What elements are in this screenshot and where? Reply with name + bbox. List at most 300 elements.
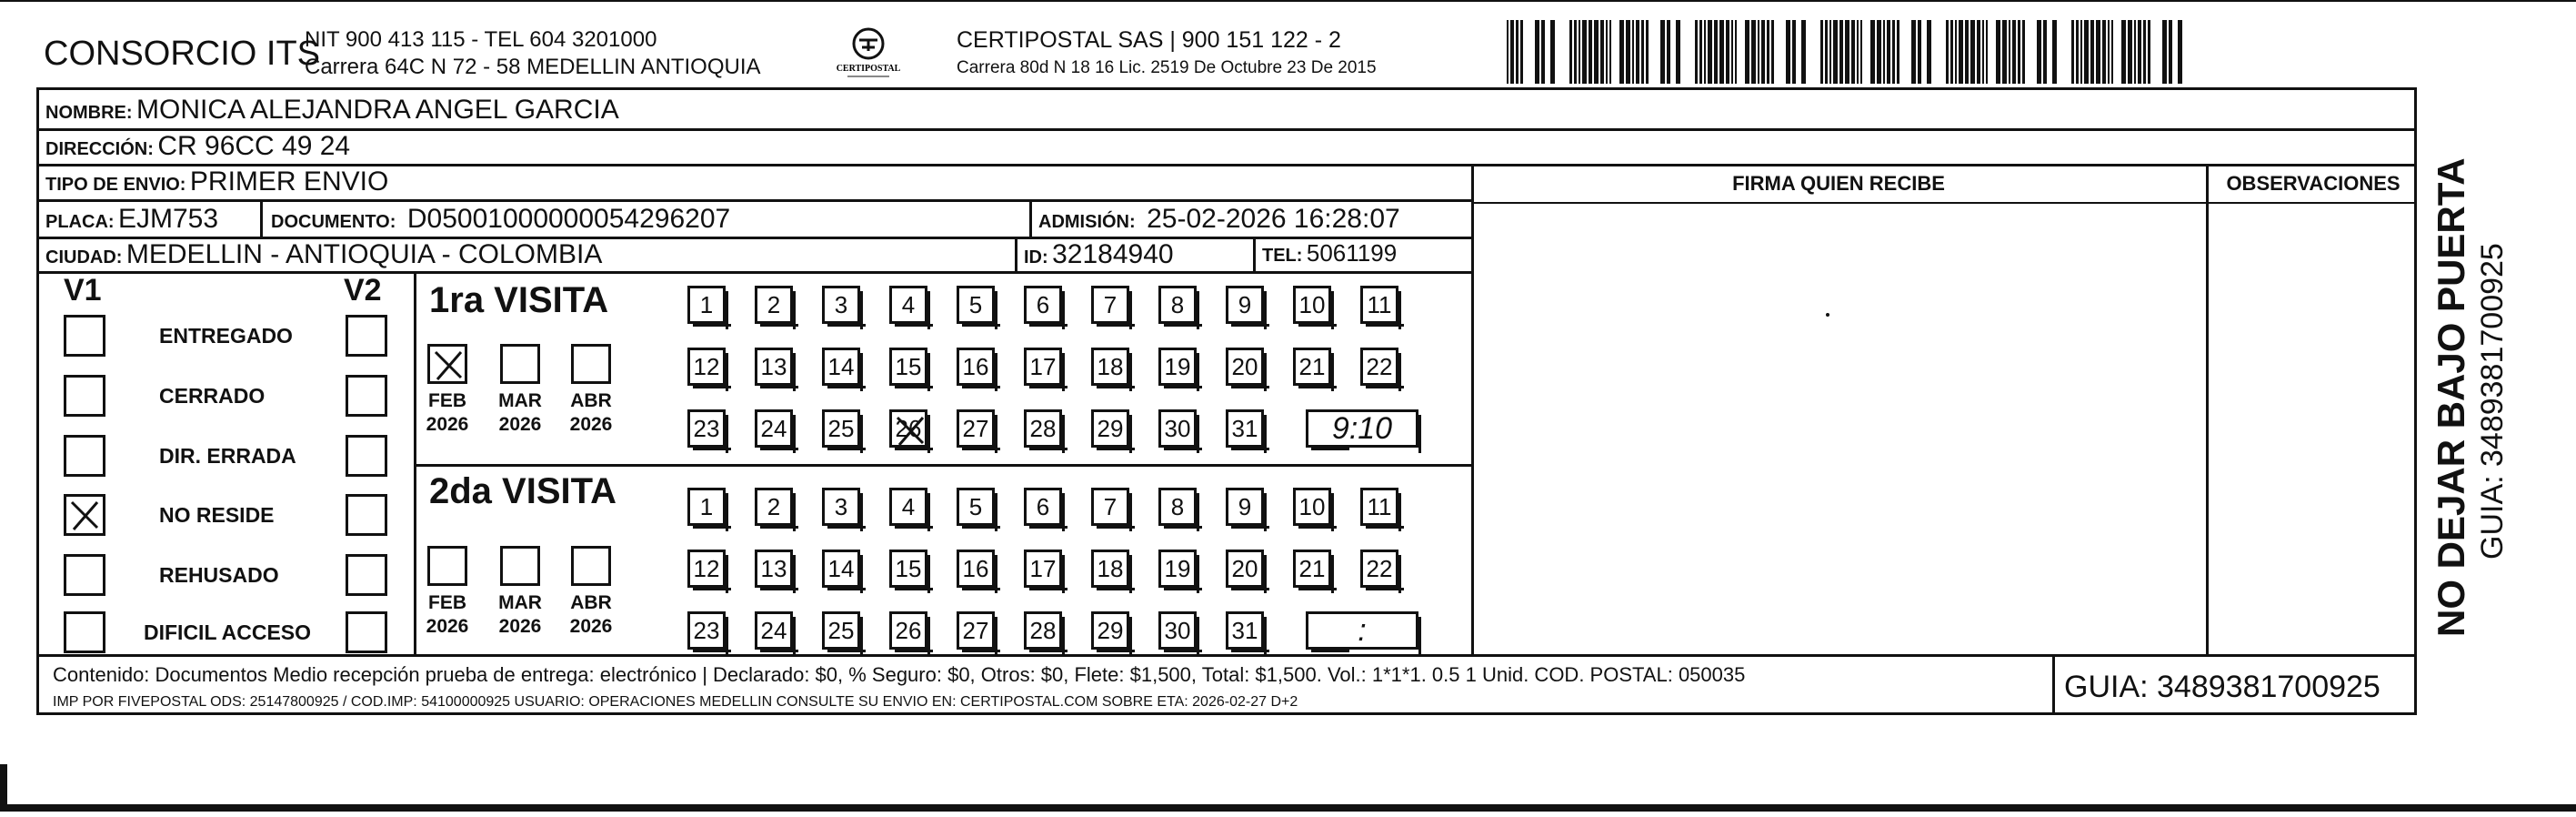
v1-checkbox[interactable]	[64, 494, 105, 536]
day-number: 21	[1298, 352, 1326, 380]
barcode-bar	[1745, 20, 1749, 84]
barcode-bar	[1641, 20, 1644, 84]
barcode-bar	[2148, 20, 2150, 84]
status-label: CERRADO	[159, 384, 266, 408]
barcode-bar	[1771, 20, 1774, 84]
barcode-bar	[1965, 20, 1969, 84]
day-number: 17	[1029, 554, 1057, 582]
time-box[interactable]	[1306, 611, 1418, 650]
day-number: 6	[1036, 492, 1050, 520]
v1-header: V1	[64, 273, 102, 308]
status-label: DIR. ERRADA	[159, 444, 296, 468]
footer-imp: IMP POR FIVEPOSTAL ODS: 25147800925 / COD.IMP: 54100000925 USUARIO: OPERACIONES MEDELLIN CONSULTE SU ENVIO EN: CERTIPOSTAL.COM SOBRE ETA: 2026-02-27 D+2	[53, 694, 1298, 710]
day-box[interactable]	[755, 611, 793, 650]
v2-checkbox[interactable]	[346, 611, 387, 653]
day-number: 14	[827, 352, 855, 380]
barcode-bar	[1632, 20, 1634, 84]
day-number: 6	[1036, 290, 1050, 318]
day-number: 11	[1367, 492, 1392, 520]
barcode-bar	[2121, 20, 2126, 84]
barcode-bar	[1699, 20, 1702, 84]
barcode-bar	[1600, 20, 1604, 84]
barcode-bar	[1892, 20, 1895, 84]
time-value: 9:10	[1331, 410, 1393, 446]
day-box[interactable]	[957, 611, 995, 650]
barcode-bar	[1761, 20, 1765, 84]
day-number: 4	[901, 492, 916, 520]
signature-dot	[1826, 313, 1829, 317]
documento-label: DOCUMENTO:	[271, 212, 396, 232]
barcode-bar	[2080, 20, 2082, 84]
footer-contenido: Contenido: Documentos Medio recepción prueba de entrega: electrónico | Declarado: $0, % Seguro: $0, Otros: $0, Flete: $1,500, Total: $1,500. Vol.: 1*1*1. 0.5 1 Unid. COD. POSTAL: 050035	[53, 663, 1746, 686]
day-number: 1	[699, 290, 714, 318]
day-number: 21	[1298, 554, 1326, 582]
day-number: 31	[1231, 414, 1258, 442]
day-box[interactable]	[1293, 286, 1331, 324]
barcode-bar	[2043, 20, 2047, 84]
status-label: NO RESIDE	[159, 503, 275, 527]
barcode-bar	[1845, 20, 1849, 84]
barcode-bar	[1731, 20, 1733, 84]
v2-checkbox[interactable]	[346, 494, 387, 536]
barcode-bar	[1851, 20, 1855, 84]
day-box[interactable]	[1226, 550, 1264, 588]
nombre-value: MONICA ALEJANDRA ANGEL GARCIA	[136, 95, 619, 125]
day-number: 18	[1097, 352, 1124, 380]
day-number: 4	[901, 290, 916, 318]
day-box[interactable]	[1360, 348, 1398, 386]
day-number: 26	[895, 616, 922, 644]
admision-label: ADMISIÓN:	[1038, 212, 1136, 232]
barcode-bar	[1735, 20, 1737, 84]
day-box[interactable]	[1024, 488, 1062, 526]
day-box[interactable]	[889, 286, 927, 324]
day-box[interactable]	[1091, 286, 1129, 324]
barcode-bar	[1646, 20, 1649, 84]
check-x-mark	[66, 497, 103, 533]
month-name: MAR	[498, 592, 542, 613]
barcode-bar	[1708, 20, 1712, 84]
firma-header: FIRMA QUIEN RECIBE	[1732, 172, 1945, 195]
day-number: 24	[760, 414, 787, 442]
day-number: 29	[1097, 414, 1124, 442]
id-label: ID:	[1024, 247, 1048, 267]
barcode-bar	[1719, 20, 1724, 84]
day-number: 18	[1097, 554, 1124, 582]
day-box[interactable]	[1158, 348, 1197, 386]
barcode-bar	[2143, 20, 2146, 84]
tel-label: TEL:	[1262, 246, 1303, 266]
barcode-bar	[1857, 20, 1859, 84]
day-number: 1	[699, 492, 714, 520]
barcode-bar	[1825, 20, 1828, 84]
day-box[interactable]	[889, 488, 927, 526]
day-box[interactable]	[1024, 286, 1062, 324]
day-box[interactable]	[1226, 409, 1264, 448]
v2-checkbox[interactable]	[346, 375, 387, 417]
barcode-bar	[1726, 20, 1729, 84]
v1-checkbox[interactable]	[64, 435, 105, 477]
day-number: 10	[1298, 492, 1326, 520]
no-dejar-bajo-puerta: NO DEJAR BAJO PUERTA	[2430, 157, 2472, 637]
day-number: 17	[1029, 352, 1057, 380]
month-name: FEB	[428, 592, 466, 613]
day-number: 16	[962, 554, 989, 582]
barcode-bar	[1589, 20, 1592, 84]
nombre-label: NOMBRE:	[45, 103, 133, 123]
day-box[interactable]	[755, 348, 793, 386]
v2-checkbox[interactable]	[346, 554, 387, 596]
day-box[interactable]	[1293, 348, 1331, 386]
ciudad-label: CIUDAD:	[45, 247, 123, 267]
day-box[interactable]	[1024, 611, 1062, 650]
month-name: FEB	[428, 390, 466, 411]
day-number: 2	[767, 492, 781, 520]
top-rule	[0, 0, 2576, 2]
barcode-bar	[2084, 20, 2089, 84]
day-box[interactable]	[1024, 550, 1062, 588]
day-number: 16	[962, 352, 989, 380]
day-box[interactable]	[1226, 611, 1264, 650]
footer-guia: GUIA: 3489381700925	[2064, 670, 2381, 704]
barcode-bar	[2111, 20, 2113, 84]
barcode-bar	[1833, 20, 1838, 84]
day-number: 8	[1170, 492, 1185, 520]
v1-checkbox[interactable]	[64, 375, 105, 417]
day-number: 27	[962, 616, 989, 644]
day-number: 9	[1238, 492, 1252, 520]
barcode-bar	[1887, 20, 1890, 84]
admision-value: 25-02-2026 16:28:07	[1147, 204, 1400, 234]
day-box[interactable]	[822, 611, 860, 650]
day-number: 15	[895, 352, 922, 380]
day-box[interactable]	[889, 348, 927, 386]
barcode-bar	[1535, 20, 1539, 84]
check-x-mark	[892, 412, 928, 449]
barcode-bar	[1510, 20, 1514, 84]
day-number: 29	[1097, 616, 1124, 644]
day-number: 14	[827, 554, 855, 582]
certipostal-line: CERTIPOSTAL SAS | 900 151 122 - 2	[957, 27, 1341, 53]
barcode-bar	[2009, 20, 2010, 84]
barcode-bar	[2052, 20, 2057, 84]
barcode-bar	[1801, 20, 1806, 84]
day-box[interactable]	[1091, 488, 1129, 526]
barcode-bar	[1636, 20, 1639, 84]
side-guia: GUIA: 3489381700925	[2475, 243, 2510, 560]
barcode-bar	[1982, 20, 1984, 84]
barcode-bar	[1767, 20, 1769, 84]
day-box[interactable]	[1360, 488, 1398, 526]
barcode-bar	[2128, 20, 2132, 84]
tipo-envio-label: TIPO DE ENVIO:	[45, 175, 186, 195]
direccion-label: DIRECCIÓN:	[45, 139, 154, 159]
month-checkbox[interactable]	[571, 344, 611, 384]
barcode-bar	[1955, 20, 1957, 84]
bottom-rule	[0, 804, 2576, 812]
barcode-bar	[1507, 20, 1509, 84]
logo-text: CERTIPOSTAL	[837, 64, 900, 74]
day-box[interactable]	[687, 348, 726, 386]
barcode-bar	[1520, 20, 1523, 84]
day-box[interactable]	[957, 550, 995, 588]
month-name: ABR	[570, 390, 612, 411]
day-number: 28	[1029, 414, 1057, 442]
day-number: 11	[1367, 290, 1392, 318]
day-number: 10	[1298, 290, 1326, 318]
day-number: 19	[1164, 554, 1191, 582]
barcode-bar	[1927, 20, 1931, 84]
placa-value: EJM753	[118, 204, 219, 234]
left-edge	[0, 764, 7, 810]
month-name: MAR	[498, 390, 542, 411]
day-box[interactable]	[687, 488, 726, 526]
day-number: 30	[1164, 616, 1191, 644]
day-box[interactable]	[1226, 488, 1264, 526]
day-box[interactable]	[755, 286, 793, 324]
status-label: REHUSADO	[159, 563, 279, 587]
barcode-bar	[1550, 20, 1555, 84]
v2-checkbox[interactable]	[346, 315, 387, 357]
barcode-bar	[1574, 20, 1577, 84]
barcode-bar	[1569, 20, 1572, 84]
day-number: 25	[827, 616, 855, 644]
month-label	[562, 389, 620, 437]
barcode-bar	[1609, 20, 1611, 84]
day-number: 20	[1231, 554, 1258, 582]
direccion-value: CR 96CC 49 24	[157, 131, 351, 161]
barcode-bar	[1959, 20, 1963, 84]
day-number: 20	[1231, 352, 1258, 380]
day-box[interactable]	[1360, 286, 1398, 324]
month-checkbox[interactable]	[571, 546, 611, 586]
day-number: 22	[1366, 352, 1393, 380]
barcode-bar	[1676, 20, 1680, 84]
day-box[interactable]	[957, 488, 995, 526]
day-box[interactable]	[822, 488, 860, 526]
day-number: 26	[895, 414, 922, 442]
barcode-bar	[1820, 20, 1823, 84]
month-year: 2026	[569, 616, 613, 637]
day-number: 13	[760, 352, 787, 380]
certipostal-logo	[837, 25, 900, 80]
day-number: 3	[834, 492, 848, 520]
barcode-bar	[1695, 20, 1698, 84]
barcode-bar	[1870, 20, 1875, 84]
day-number: 9	[1238, 290, 1252, 318]
visit1-title: 1ra VISITA	[429, 280, 609, 320]
barcode-bar	[2002, 20, 2007, 84]
day-box[interactable]	[1360, 550, 1398, 588]
barcode-bar	[1541, 20, 1545, 84]
barcode-bar	[2134, 20, 2136, 84]
day-number: 12	[693, 352, 720, 380]
barcode-bar	[2108, 20, 2110, 84]
barcode	[1507, 20, 2187, 84]
barcode-bar	[1582, 20, 1587, 84]
barcode-bar	[2162, 20, 2167, 84]
day-number: 12	[693, 554, 720, 582]
day-box[interactable]	[822, 348, 860, 386]
check-x-mark	[430, 347, 466, 383]
month-year: 2026	[426, 616, 469, 637]
barcode-bar	[1626, 20, 1630, 84]
day-box[interactable]	[1091, 409, 1129, 448]
v1-checkbox[interactable]	[64, 315, 105, 357]
barcode-bar	[1977, 20, 1980, 84]
barcode-bar	[2102, 20, 2106, 84]
tipo-envio-value: PRIMER ENVIO	[189, 166, 389, 197]
day-number: 19	[1164, 352, 1191, 380]
day-box[interactable]	[1024, 348, 1062, 386]
barcode-bar	[1714, 20, 1718, 84]
barcode-bar	[1946, 20, 1949, 84]
day-box[interactable]	[822, 550, 860, 588]
barcode-bar	[1667, 20, 1670, 84]
barcode-bar	[2018, 20, 2020, 84]
day-number: 2	[767, 290, 781, 318]
barcode-bar	[1996, 20, 2000, 84]
day-number: 13	[760, 554, 787, 582]
day-number: 8	[1170, 290, 1185, 318]
observaciones-header: OBSERVACIONES	[2226, 172, 2401, 195]
company-address: Carrera 64C N 72 - 58 MEDELLIN ANTIOQUIA	[305, 55, 761, 79]
day-box[interactable]	[687, 550, 726, 588]
day-number: 23	[693, 616, 720, 644]
barcode-bar	[1986, 20, 1988, 84]
barcode-bar	[1786, 20, 1790, 84]
barcode-bar	[1918, 20, 1921, 84]
day-box[interactable]	[755, 409, 793, 448]
day-box[interactable]	[1158, 550, 1197, 588]
id-value: 32184940	[1052, 239, 1174, 269]
month-label	[491, 389, 549, 437]
day-box[interactable]	[1226, 348, 1264, 386]
barcode-bar	[1660, 20, 1665, 84]
day-number: 5	[968, 290, 983, 318]
month-checkbox[interactable]	[500, 344, 540, 384]
barcode-bar	[1751, 20, 1756, 84]
day-number: 7	[1103, 290, 1118, 318]
day-number: 5	[968, 492, 983, 520]
v2-header: V2	[344, 273, 382, 308]
day-box[interactable]	[1024, 409, 1062, 448]
company-name: CONSORCIO ITS	[44, 35, 321, 73]
month-label	[562, 591, 620, 639]
month-year: 2026	[498, 414, 542, 435]
day-box[interactable]	[822, 409, 860, 448]
barcode-bar	[2012, 20, 2016, 84]
barcode-bar	[2178, 20, 2182, 84]
day-box[interactable]	[889, 611, 927, 650]
placa-label: PLACA:	[45, 212, 115, 232]
nit-line: NIT 900 413 115 - TEL 604 3201000	[305, 27, 657, 52]
day-box[interactable]	[1293, 550, 1331, 588]
day-box[interactable]	[1158, 286, 1197, 324]
month-label	[491, 591, 549, 639]
time-value: :	[1358, 612, 1367, 648]
barcode-bar	[1792, 20, 1796, 84]
day-number: 31	[1231, 616, 1258, 644]
day-box[interactable]	[889, 409, 927, 448]
day-box[interactable]	[755, 550, 793, 588]
month-checkbox[interactable]	[427, 546, 467, 586]
barcode-bar	[2090, 20, 2094, 84]
barcode-bar	[1839, 20, 1843, 84]
barcode-bar	[1579, 20, 1580, 84]
day-box[interactable]	[1293, 488, 1331, 526]
day-box[interactable]	[1158, 611, 1197, 650]
documento-value: D05001000000054296207	[406, 204, 731, 234]
day-number: 23	[693, 414, 720, 442]
day-number: 7	[1103, 492, 1118, 520]
tel-value: 5061199	[1306, 239, 1398, 267]
barcode-bar	[1970, 20, 1975, 84]
day-box[interactable]	[687, 286, 726, 324]
month-year: 2026	[569, 414, 613, 435]
day-box[interactable]	[1091, 611, 1129, 650]
month-name: ABR	[570, 592, 612, 613]
day-box[interactable]	[687, 611, 726, 650]
time-box[interactable]	[1306, 409, 1418, 448]
barcode-bar	[2076, 20, 2079, 84]
day-box[interactable]	[889, 550, 927, 588]
barcode-bar	[2022, 20, 2025, 84]
barcode-bar	[1877, 20, 1881, 84]
day-number: 24	[760, 616, 787, 644]
barcode-bar	[2071, 20, 2074, 84]
day-box[interactable]	[687, 409, 726, 448]
month-label	[418, 389, 476, 437]
barcode-bar	[2169, 20, 2172, 84]
barcode-bar	[1911, 20, 1916, 84]
day-box[interactable]	[822, 286, 860, 324]
ciudad-value: MEDELLIN - ANTIOQUIA - COLOMBIA	[125, 239, 603, 269]
day-box[interactable]	[755, 488, 793, 526]
month-year: 2026	[426, 414, 469, 435]
barcode-bar	[1516, 20, 1519, 84]
barcode-bar	[1619, 20, 1624, 84]
barcode-bar	[1883, 20, 1885, 84]
day-number: 15	[895, 554, 922, 582]
day-box[interactable]	[1158, 409, 1197, 448]
barcode-bar	[1860, 20, 1862, 84]
day-box[interactable]	[957, 348, 995, 386]
barcode-bar	[1758, 20, 1759, 84]
status-label: DIFICIL ACCESO	[144, 620, 312, 644]
barcode-bar	[1897, 20, 1899, 84]
day-box[interactable]	[1226, 286, 1264, 324]
month-checkbox[interactable]	[500, 546, 540, 586]
barcode-bar	[2096, 20, 2100, 84]
v1-checkbox[interactable]	[64, 611, 105, 653]
license-line: Carrera 80d N 18 16 Lic. 2519 De Octubre 23 De 2015	[957, 58, 1377, 77]
v1-checkbox[interactable]	[64, 554, 105, 596]
day-number: 30	[1164, 414, 1191, 442]
day-box[interactable]	[1091, 550, 1129, 588]
month-year: 2026	[498, 616, 542, 637]
month-checkbox[interactable]	[427, 344, 467, 384]
day-box[interactable]	[1091, 348, 1129, 386]
day-box[interactable]	[957, 286, 995, 324]
day-box[interactable]	[1158, 488, 1197, 526]
month-label	[418, 591, 476, 639]
day-box[interactable]	[957, 409, 995, 448]
visit2-title: 2da VISITA	[429, 471, 616, 511]
v2-checkbox[interactable]	[346, 435, 387, 477]
barcode-bar	[2037, 20, 2041, 84]
barcode-bar	[1950, 20, 1953, 84]
